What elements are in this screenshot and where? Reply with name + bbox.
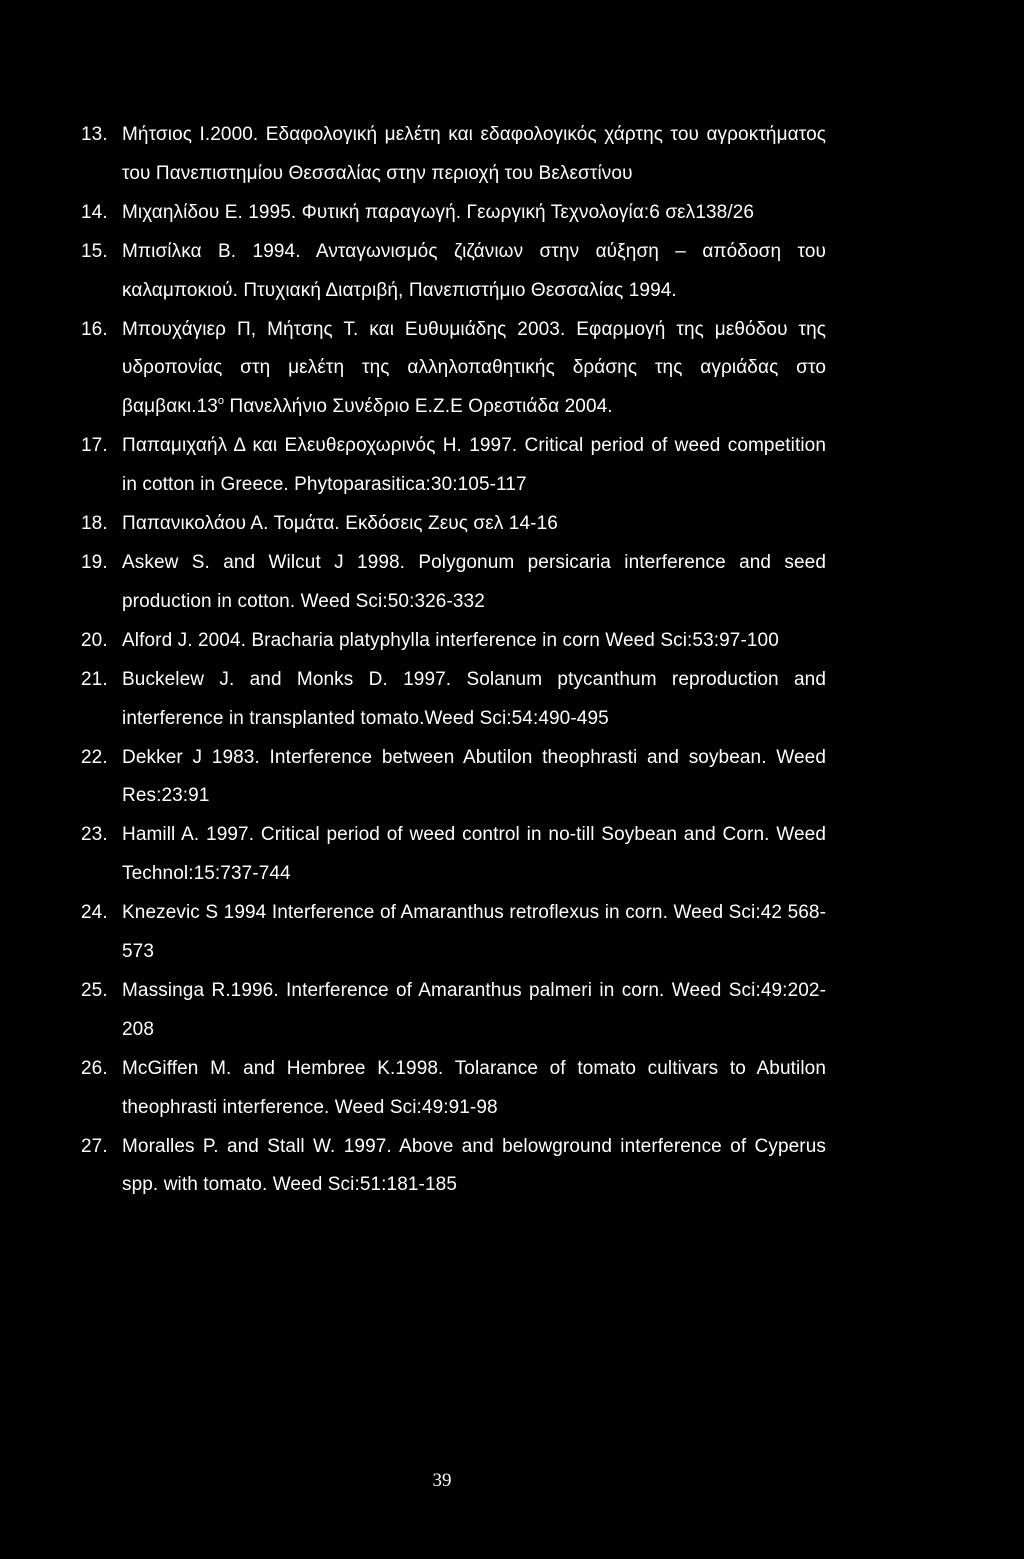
reference-item bbox=[81, 661, 826, 739]
reference-item bbox=[81, 427, 826, 505]
reference-number: 19. bbox=[81, 551, 108, 573]
reference-text: Παπαμιχαήλ Δ και Ελευθεροχωρινός Η. 1997. Critical period of weed competition in cotton in Greece. Phytoparasitica:30:105-117 bbox=[122, 435, 826, 496]
reference-number: 18. bbox=[81, 513, 108, 535]
reference-item bbox=[81, 194, 826, 233]
reference-number: 21. bbox=[81, 668, 108, 690]
reference-item bbox=[81, 1128, 826, 1206]
reference-text: Askew S. and Wilcut J 1998. Polygonum persicaria interference and seed production in cotton. Weed Sci:50:326-332 bbox=[122, 551, 826, 612]
reference-number: 13. bbox=[81, 124, 108, 145]
reference-number: 27. bbox=[81, 1135, 108, 1157]
reference-text-composite bbox=[122, 311, 826, 428]
reference-text: Μήτσιος Ι.2000. Εδαφολογική μελέτη και εδαφολογικός χάρτης του αγροκτήματος του Πανεπιστημίου Θεσσαλίας στην περιοχή του Βελεστίνου bbox=[122, 124, 826, 184]
reference-text-continued: Πανελλήνιο Συνέδριο Ε.Ζ.Ε Ορεστιάδα 2004. bbox=[224, 396, 613, 418]
reference-item bbox=[81, 972, 826, 1050]
page-number: 39 bbox=[432, 1470, 452, 1491]
reference-item bbox=[81, 116, 826, 194]
reference-text: Μιχαηλίδου Ε. 1995. Φυτική παραγωγή. Γεωργική Τεχνολογία:6 σελ138/26 bbox=[122, 201, 755, 223]
reference-number: 20. bbox=[81, 629, 108, 651]
reference-number: 22. bbox=[81, 746, 108, 768]
reference-number: 17. bbox=[81, 435, 108, 457]
reference-number: 23. bbox=[81, 824, 108, 846]
reference-text: Buckelew J. and Monks D. 1997. Solanum ptycanthum reproduction and interference in transplanted tomato.Weed Sci:54:490-495 bbox=[122, 668, 826, 729]
reference-item bbox=[81, 1050, 826, 1128]
reference-number: 26. bbox=[81, 1057, 108, 1079]
reference-text: Alford J. 2004. Bracharia platyphylla interference in corn Weed Sci:53:97-100 bbox=[122, 629, 779, 651]
reference-text: McGiffen M. and Hembree K.1998. Tolarance of tomato cultivars to Abutilon theophrasti interference. Weed Sci:49:91-98 bbox=[122, 1057, 826, 1118]
reference-text: Moralles P. and Stall W. 1997. Above and belowground interference of Cyperus spp. with tomato. Weed Sci:51:181-185 bbox=[122, 1135, 826, 1196]
reference-text: Dekker J 1983. Interference between Abutilon theophrasti and soybean. Weed Res:23:91 bbox=[122, 746, 826, 807]
reference-item bbox=[81, 816, 826, 894]
reference-number: 25. bbox=[81, 979, 108, 1001]
reference-list bbox=[81, 116, 826, 1205]
reference-text: Παπανικολάου Α. Τομάτα. Εκδόσεις Ζευς σελ 14-16 bbox=[122, 513, 558, 535]
reference-item bbox=[81, 894, 826, 972]
reference-item bbox=[81, 233, 826, 311]
reference-item bbox=[81, 311, 826, 428]
reference-text: Massinga R.1996. Interference of Amaranthus palmeri in corn. Weed Sci:49:202-208 bbox=[122, 979, 826, 1040]
reference-item bbox=[81, 505, 826, 544]
reference-text: Hamill A. 1997. Critical period of weed control in no-till Soybean and Corn. Weed Technol:15:737-744 bbox=[122, 824, 826, 885]
reference-text: Knezevic S 1994 Interference of Amaranthus retroflexus in corn. Weed Sci:42 568-573 bbox=[122, 902, 826, 963]
reference-item bbox=[81, 544, 826, 622]
reference-text: Μπουχάγιερ Π, Μήτσης Τ. και Ευθυμιάδης 2003. Εφαρμογή της μεθόδου της υδροπονίας στη μελέτη της αλληλοπαθητικής δράσης της αγριάδας στο βαμβακι.13 bbox=[122, 318, 826, 418]
reference-text: Μπισίλκα Β. 1994. Ανταγωνισμός ζιζάνιων στην αύξηση – απόδοση του καλαμποκιού. Πτυχιακή Διατριβή, Πανεπιστήμιο Θεσσαλίας 1994. bbox=[122, 240, 826, 301]
superscript-ordinal: ο bbox=[217, 395, 225, 408]
reference-item bbox=[81, 739, 826, 817]
reference-number: 24. bbox=[81, 902, 108, 924]
reference-number: 16. bbox=[81, 318, 108, 340]
reference-item bbox=[81, 622, 826, 661]
reference-number: 15. bbox=[81, 240, 108, 262]
reference-number: 14. bbox=[81, 201, 108, 223]
